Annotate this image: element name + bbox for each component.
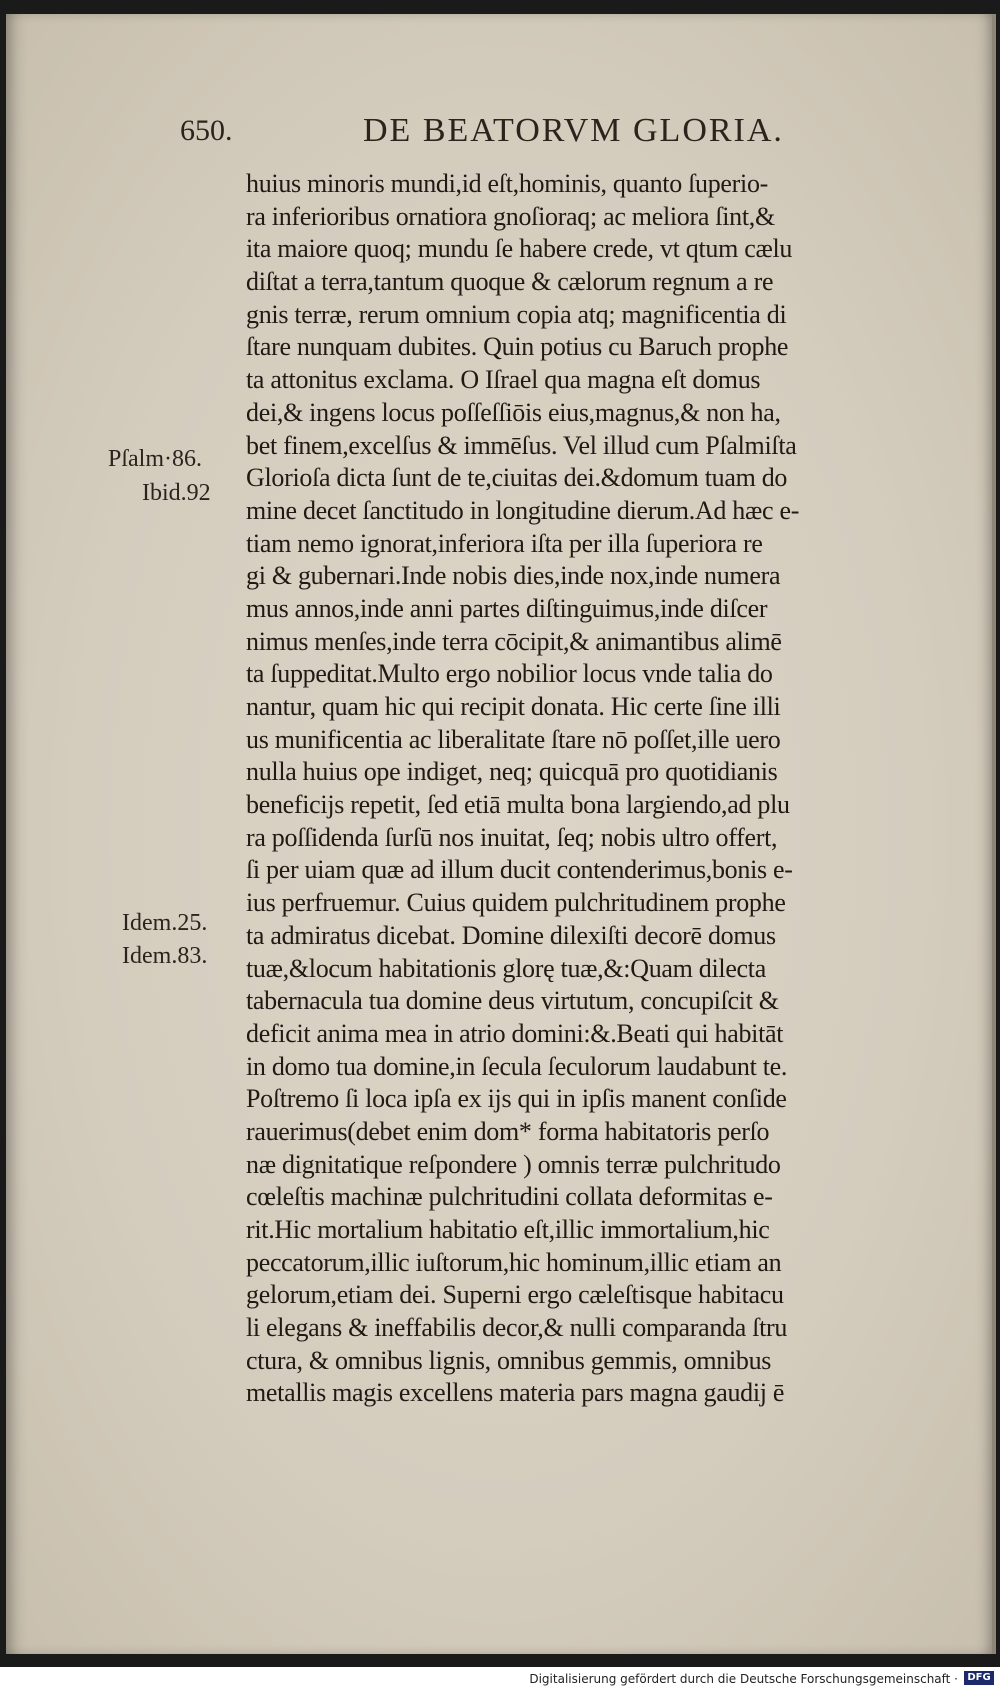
text-line: diſtat a terra,tantum quoque & cælorum regnum a re [246, 267, 774, 297]
text-line: huius minoris mundi,id eſt,hominis, quanto ſuperio- [246, 169, 769, 198]
margin-note-ibid-92: Ibid.92 [142, 480, 211, 506]
text-line: ſi per uiam quæ ad illum ducit contenderimus,bonis e- [246, 855, 793, 885]
running-title: DE BEATORVM GLORIA. [363, 112, 784, 149]
text-line: dei,& ingens locus poſſeſſiōis eius,magnus,& non ha, [246, 397, 781, 427]
text-line: tiam nemo ignorat,inferiora iſta per illa ſuperiora re [246, 528, 763, 558]
text-line: ta admiratus dicebat. Domine dilexiſti decorē domus [246, 920, 776, 950]
text-line: rauerimus(debet enim dom* forma habitatoris perſo [246, 1116, 770, 1146]
margin-note-psalm-86: Pſalm·86. [108, 446, 202, 472]
text-line: ta ſuppeditat.Multo ergo nobilior locus vnde talia do [246, 659, 773, 689]
page-number: 650. [180, 114, 233, 147]
text-line: nantur, quam hic qui recipit donata. Hic certe ſine illi [246, 692, 781, 721]
text-line: rit.Hic mortalium habitatio eſt,illic immortalium,hic [246, 1215, 770, 1244]
text-line: ctura, & omnibus lignis, omnibus gemmis, omnibus [246, 1345, 772, 1375]
text-line: metallis magis excellens materia pars magna gaudij ē [246, 1378, 785, 1408]
text-line: deficit anima mea in atrio domini:&.Beati qui habitāt [246, 1018, 784, 1048]
text-line: gelorum,etiam dei. Superni ergo cæleſtisque habitacu [246, 1280, 784, 1310]
text-line: nimus menſes,inde terra cōcipit,& animantibus alimē [246, 626, 782, 656]
body-text [246, 168, 946, 1410]
text-line: li elegans & ineffabilis decor,& nulli comparanda ſtru [246, 1313, 788, 1343]
digitization-credit: Digitalisierung gefördert durch die Deutsche Forschungsgemeinschaft · [529, 1672, 958, 1686]
text-line: ſtare nunquam dubites. Quin potius cu Baruch prophe [246, 332, 789, 362]
text-line: ita maiore quoq; mundu ſe habere crede, vt qtum cælu [246, 234, 793, 264]
text-line: bet finem,excelſus & immēſus. Vel illud cum Pſalmiſta [246, 430, 797, 460]
text-line: ta attonitus exclama. O Iſrael qua magna eſt domus [246, 365, 761, 395]
margin-note-idem-83: Idem.83. [122, 943, 208, 969]
text-line: in domo tua domine,in ſecula ſeculorum laudabunt te. [246, 1051, 788, 1081]
text-line: gnis terræ, rerum omnium copia atq; magnificentia di [246, 299, 787, 329]
text-line: tabernacula tua domine deus virtutum, concupiſcit & [246, 986, 779, 1016]
text-line: Poſtremo ſi loca ipſa ex ijs qui in ipſis manent conſide [246, 1084, 787, 1114]
text-line: tuæ,&locum habitationis glorę tuæ,&:Quam dilecta [246, 953, 766, 983]
dfg-logo: DFG [964, 1671, 994, 1685]
text-line: us munificentia ac liberalitate ſtare nō poſſet,ille uero [246, 724, 781, 754]
text-line: cœleſtis machinæ pulchritudini collata deformitas e- [246, 1182, 773, 1212]
text-line: ra poſſidenda ſurſū nos inuitat, ſeq; nobis ultro offert, [246, 822, 778, 852]
text-line: mine decet ſanctitudo in longitudine dierum.Ad hæc e- [246, 495, 800, 525]
text-line: ius perfruemur. Cuius quidem pulchritudinem prophe [246, 888, 786, 918]
text-line: mus annos,inde anni partes diſtinguimus,inde diſcer [246, 593, 768, 623]
text-line: beneficijs repetit, ſed etiā multa bona largiendo,ad plu [246, 790, 790, 820]
text-line: peccatorum,illic iuſtorum,hic hominum,illic etiam an [246, 1247, 782, 1277]
margin-note-idem-25: Idem.25. [122, 910, 208, 936]
text-line: næ dignitatique reſpondere ) omnis terræ pulchritudo [246, 1149, 781, 1179]
text-line: ra inferioribus ornatiora gnoſioraq; ac meliora ſint,& [246, 201, 775, 231]
text-line: nulla huius ope indiget, neq; quicquā pro quotidianis [246, 757, 778, 787]
text-line: Glorioſa dicta ſunt de te,ciuitas dei.&domum tuam do [246, 463, 788, 493]
text-line: gi & gubernari.Inde nobis dies,inde nox,inde numera [246, 561, 781, 591]
